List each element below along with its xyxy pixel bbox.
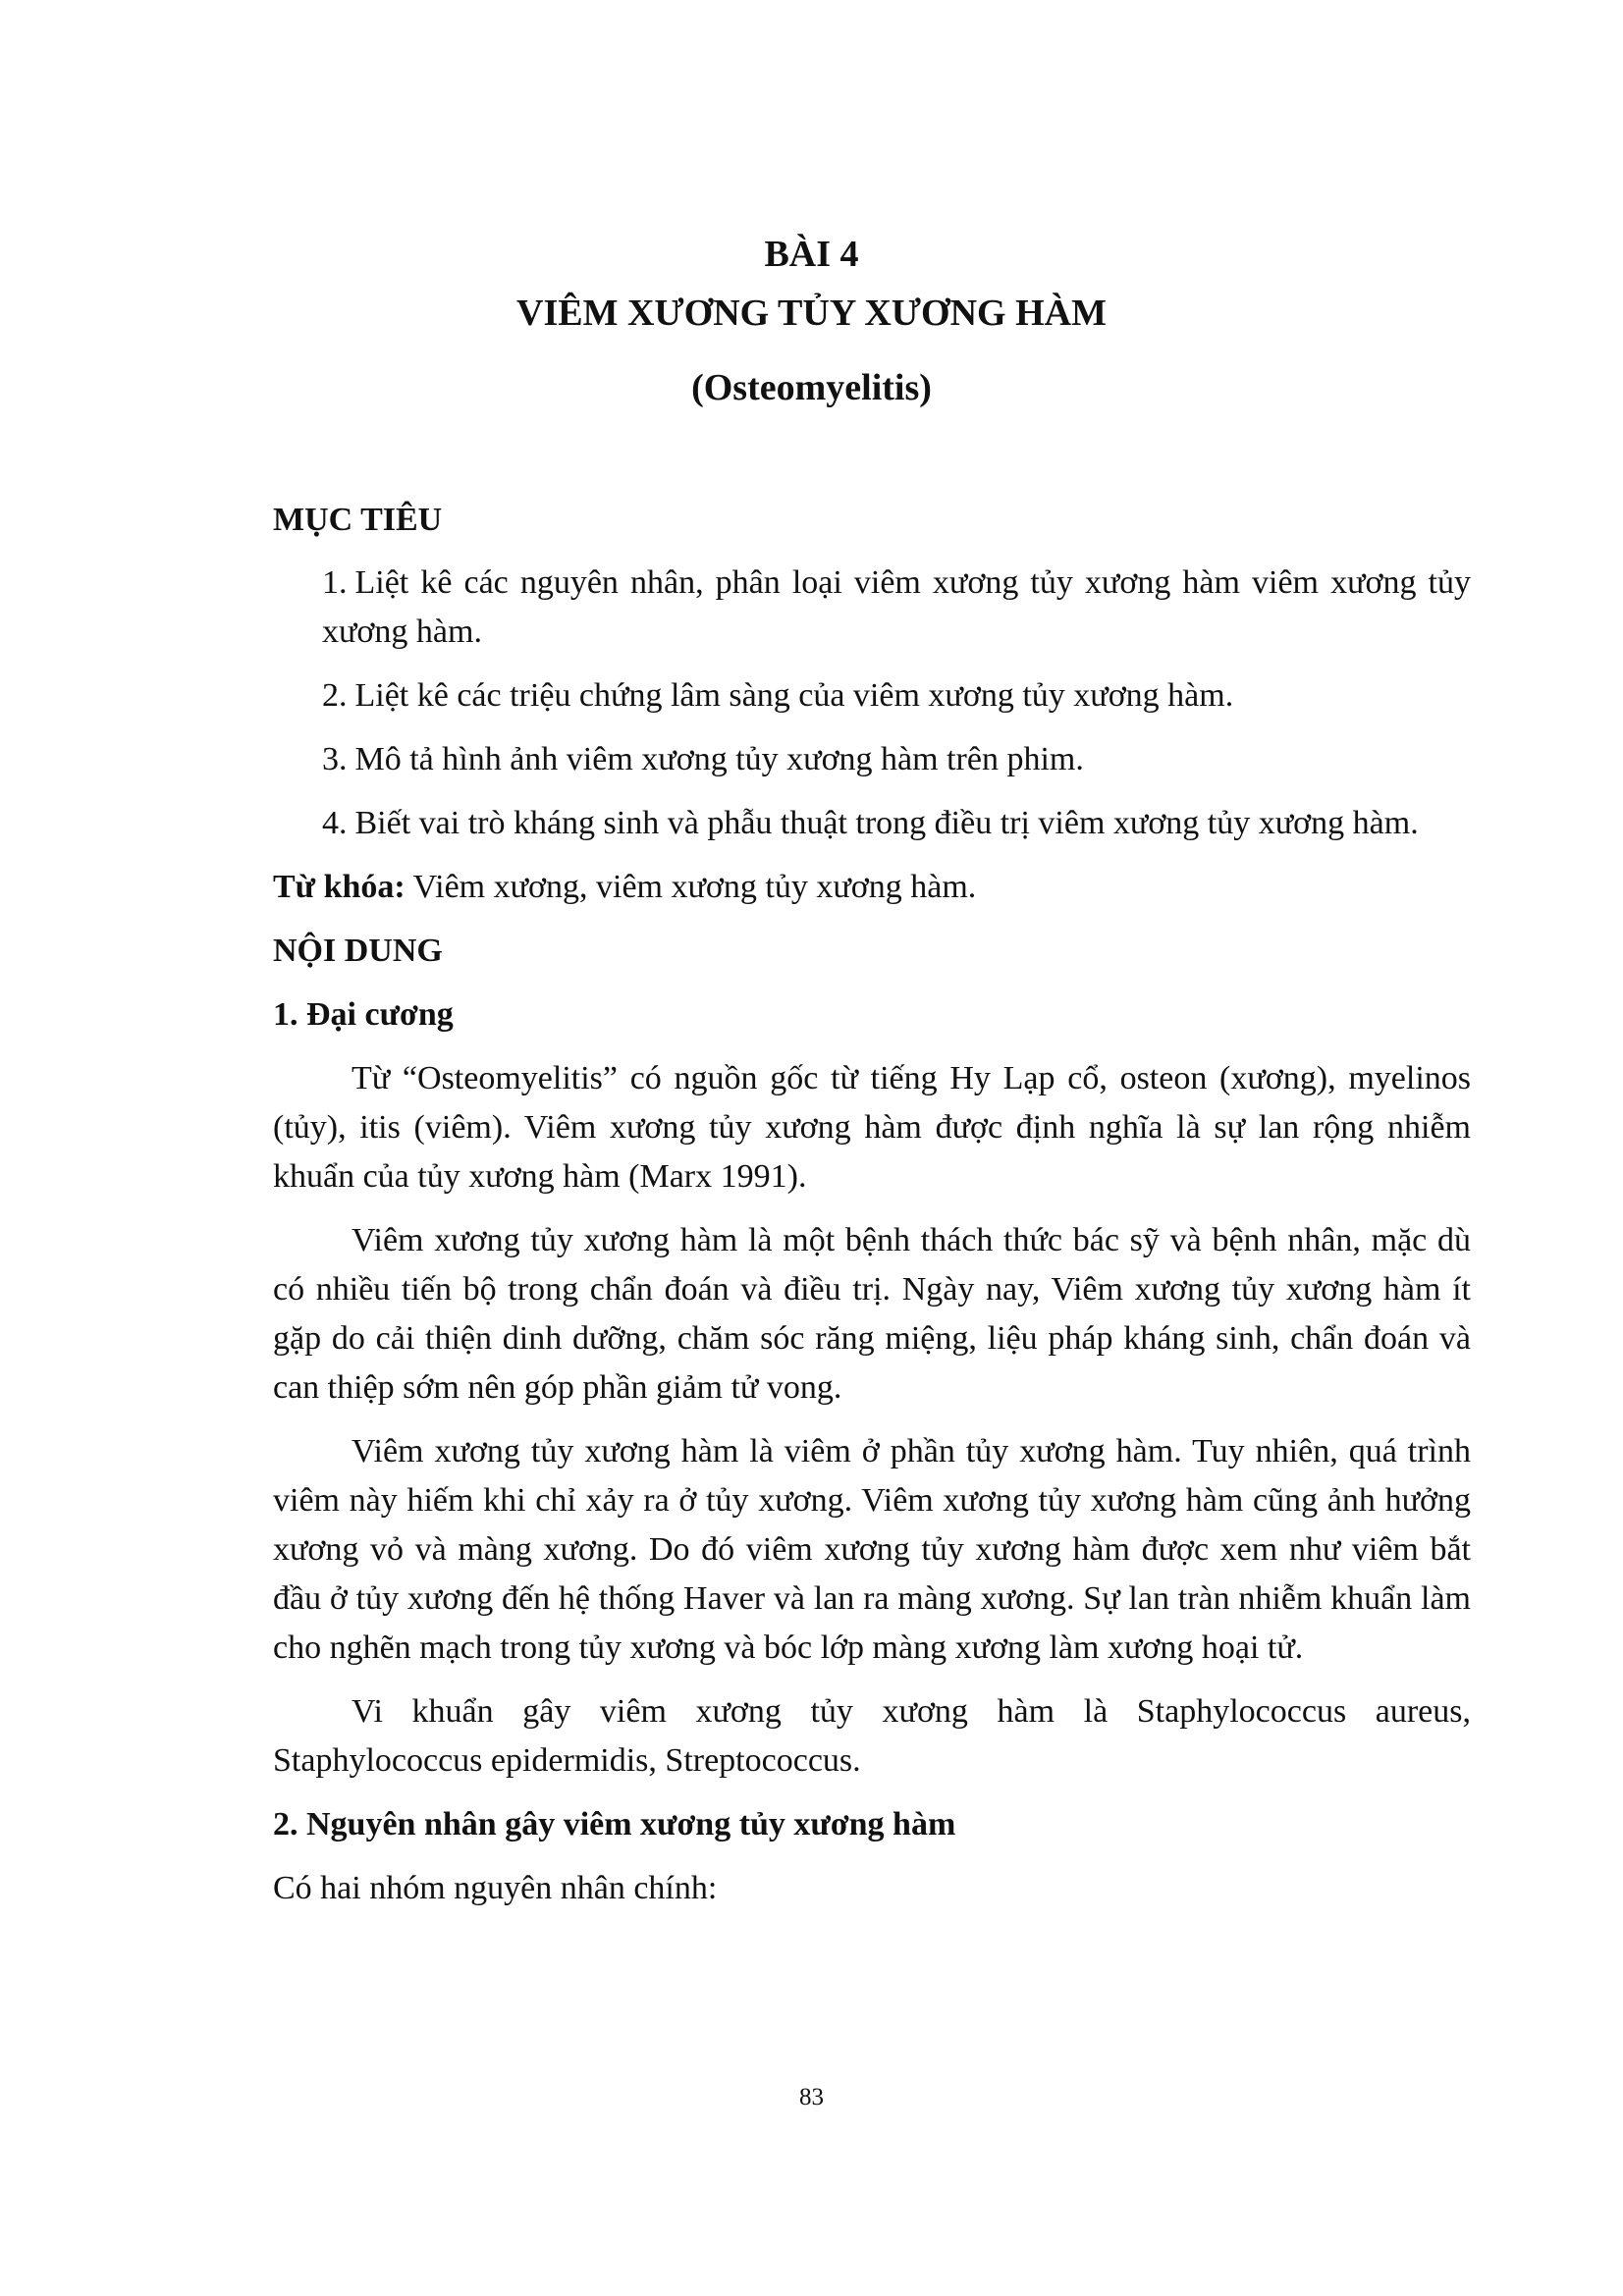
keywords-label: Từ khóa: xyxy=(273,869,406,905)
paragraph: Từ “Osteomyelitis” có nguồn gốc từ tiếng Hy Lạp cổ, osteon (xương), myelinos (tủy), itis (viêm). Viêm xương tủy xương hàm được định nghĩa là sự lan rộng nhiễm khuẩn của tủy xương hàm (Marx 1991). xyxy=(273,1060,1471,1195)
objective-text: Biết vai trò kháng sinh và phẫu thuật trong điều trị viêm xương tủy xương hàm. xyxy=(354,805,1419,841)
causes-intro: Có hai nhóm nguyên nhân chính: xyxy=(273,1870,718,1906)
objective-item xyxy=(273,559,1471,657)
objective-item xyxy=(273,671,1471,721)
section-heading-general: 1. Đại cương xyxy=(273,996,454,1033)
objective-number: 4. xyxy=(322,805,348,841)
objective-text: Liệt kê các triệu chứng lâm sàng của viêm xương tủy xương hàm. xyxy=(354,677,1234,714)
objective-text: Liệt kê các nguyên nhân, phân loại viêm xương tủy xương hàm viêm xương tủy xương hàm. xyxy=(322,564,1471,650)
document-body xyxy=(273,496,1471,1913)
objective-item xyxy=(273,799,1471,848)
objectives-heading: MỤC TIÊU xyxy=(273,502,443,538)
lesson-title: VIÊM XƯƠNG TỦY XƯƠNG HÀM xyxy=(516,293,1107,334)
section-heading-causes: 2. Nguyên nhân gây viêm xương tủy xương hàm xyxy=(273,1806,956,1842)
lesson-number: BÀI 4 xyxy=(764,234,859,275)
paragraph: Viêm xương tủy xương hàm là một bệnh thách thức bác sỹ và bệnh nhân, mặc dù có nhiều tiến bộ trong chẩn đoán và điều trị. Ngày nay, Viêm xương tủy xương hàm ít gặp do cải thiện dinh dưỡng, chăm sóc răng miệng, liệu pháp kháng sinh, chẩn đoán và can thiệp sớm nên góp phần giảm tử vong. xyxy=(273,1222,1471,1406)
paragraph: Vi khuẩn gây viêm xương tủy xương hàm là Staphylococcus aureus, Staphylococcus epidermidis, Streptococcus. xyxy=(273,1693,1471,1779)
keywords-line xyxy=(273,863,1471,912)
objective-number: 3. xyxy=(322,741,348,777)
objective-number: 1. xyxy=(322,564,348,601)
paragraph: Viêm xương tủy xương hàm là viêm ở phần tủy xương hàm. Tuy nhiên, quá trình viêm này hiếm khi chỉ xảy ra ở tủy xương. Viêm xương tủy xương hàm cũng ảnh hưởng xương vỏ và màng xương. Do đó viêm xương tủy xương hàm được xem như viêm bắt đầu ở tủy xương đến hệ thống Haver và lan ra màng xương. Sự lan tràn nhiễm khuẩn làm cho nghẽn mạch trong tủy xương và bóc lớp màng xương làm xương hoại tử. xyxy=(273,1433,1471,1666)
objective-item xyxy=(273,735,1471,784)
lesson-subtitle: (Osteomyelitis) xyxy=(691,367,932,408)
page-number: 83 xyxy=(799,2084,824,2110)
objective-number: 2. xyxy=(322,677,348,714)
keywords-text: Viêm xương, viêm xương tủy xương hàm. xyxy=(405,869,977,905)
content-heading: NỘI DUNG xyxy=(273,933,443,969)
objective-text: Mô tả hình ảnh viêm xương tủy xương hàm trên phim. xyxy=(354,741,1084,777)
